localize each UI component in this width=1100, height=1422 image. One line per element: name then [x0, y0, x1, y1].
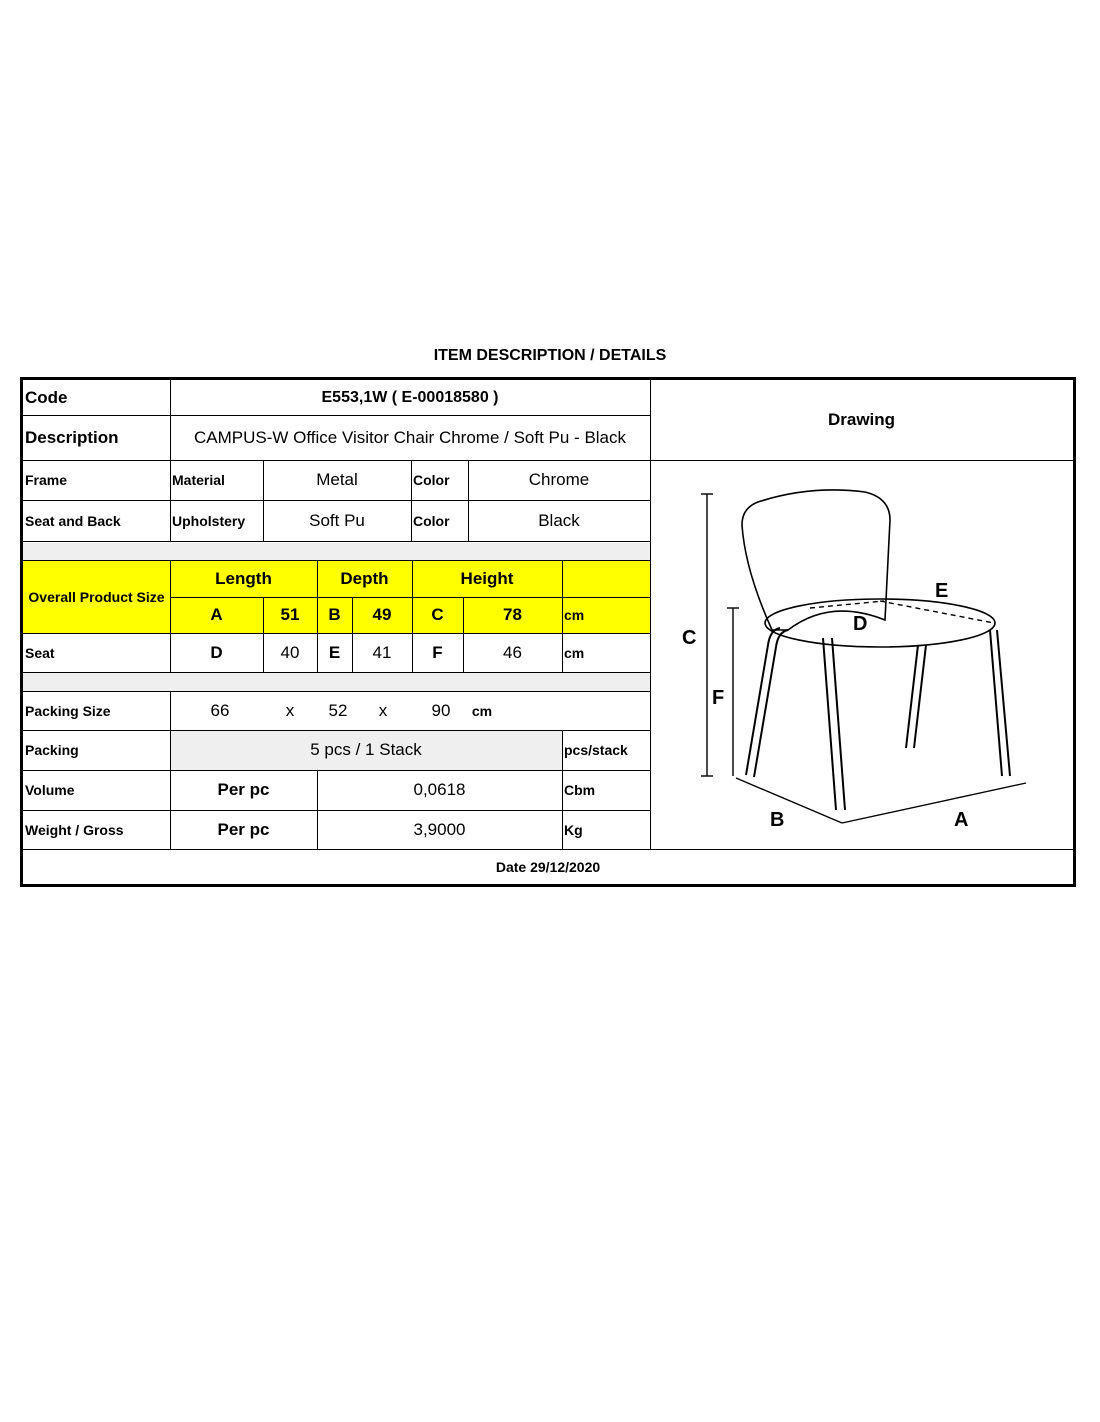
packing-value: 5 pcs / 1 Stack — [310, 740, 422, 759]
frame-label: Frame — [25, 472, 68, 488]
frame-color-value: Chrome — [528, 470, 590, 489]
seat-d-label: D — [210, 642, 223, 662]
weight-label: Weight / Gross — [25, 821, 124, 838]
drawing-letter-f: F — [712, 687, 725, 709]
seat-label: Seat — [25, 644, 55, 661]
packing-size-height: 90 — [431, 700, 451, 720]
chair-backrest — [742, 490, 890, 630]
dimension-line-b — [736, 778, 842, 823]
drawing-letter-a: A — [954, 809, 969, 831]
overall-a-value: 51 — [280, 605, 300, 624]
seat-back-label: Seat and Back — [25, 512, 121, 529]
packing-unit: pcs/stack — [564, 742, 628, 758]
seat-f-label: F — [432, 642, 443, 662]
packing-size-label: Packing Size — [25, 702, 111, 719]
date-footer: Date 29/12/2020 — [495, 858, 601, 875]
weight-value: 3,9000 — [413, 819, 466, 839]
height-header: Height — [460, 568, 514, 588]
overall-c-label: C — [431, 605, 444, 624]
seat-f-value: 46 — [503, 642, 522, 662]
overall-unit: cm — [564, 607, 585, 623]
packing-label: Packing — [25, 742, 79, 758]
chair-leg — [997, 630, 1010, 776]
volume-value: 0,0618 — [413, 780, 466, 799]
volume-per: Per pc — [217, 780, 270, 799]
packing-size-x: x — [285, 700, 295, 720]
packing-size-width: 52 — [328, 700, 348, 720]
frame-material-label: Material — [172, 472, 225, 488]
upholstery-label: Upholstery — [172, 512, 246, 529]
packing-size-x: x — [378, 700, 388, 720]
packing-size-unit: cm — [471, 702, 493, 719]
drawing-letter-b: B — [770, 809, 785, 831]
length-header: Length — [215, 568, 272, 588]
volume-unit: Cbm — [564, 782, 596, 798]
seat-unit: cm — [564, 644, 585, 661]
overall-a-label: A — [210, 605, 223, 624]
seat-back-color-label: Color — [413, 512, 450, 529]
dimension-line-a — [842, 783, 1026, 823]
spacer-row — [23, 543, 650, 561]
drawing-letter-e: E — [935, 580, 949, 602]
seat-e-label: E — [328, 642, 341, 662]
upholstery-value: Soft Pu — [309, 510, 365, 530]
frame-color-label: Color — [413, 472, 450, 488]
chair-drawing — [660, 480, 1040, 840]
packing-size-length: 66 — [210, 700, 230, 720]
overall-b-label: B — [328, 605, 341, 624]
depth-header: Depth — [340, 568, 389, 588]
overall-b-value: 49 — [372, 605, 392, 624]
code-value: E553,1W ( E-00018580 ) — [321, 388, 499, 406]
volume-label: Volume — [25, 782, 75, 798]
drawing-letter-c: C — [682, 627, 697, 649]
chair-leg — [990, 630, 1002, 776]
seat-d-value: 40 — [280, 642, 300, 662]
overall-c-value: 78 — [503, 605, 522, 624]
weight-per: Per pc — [217, 819, 270, 839]
drawing-label: Drawing — [827, 410, 896, 429]
seat-e-value: 41 — [372, 642, 392, 662]
description-value: CAMPUS-W Office Visitor Chair Chrome / Soft Pu - Black — [193, 427, 627, 447]
code-label: Code — [25, 387, 68, 407]
spacer-row — [23, 673, 650, 691]
page-title: ITEM DESCRIPTION / DETAILS — [433, 347, 667, 364]
frame-material-value: Metal — [316, 470, 358, 489]
description-label: Description — [25, 427, 119, 447]
dimension-line-e — [880, 601, 994, 623]
seat-back-color-value: Black — [538, 510, 580, 530]
overall-size-label: Overall Product Size — [28, 588, 165, 605]
drawing-letter-d: D — [853, 613, 868, 635]
weight-unit: Kg — [564, 821, 583, 838]
